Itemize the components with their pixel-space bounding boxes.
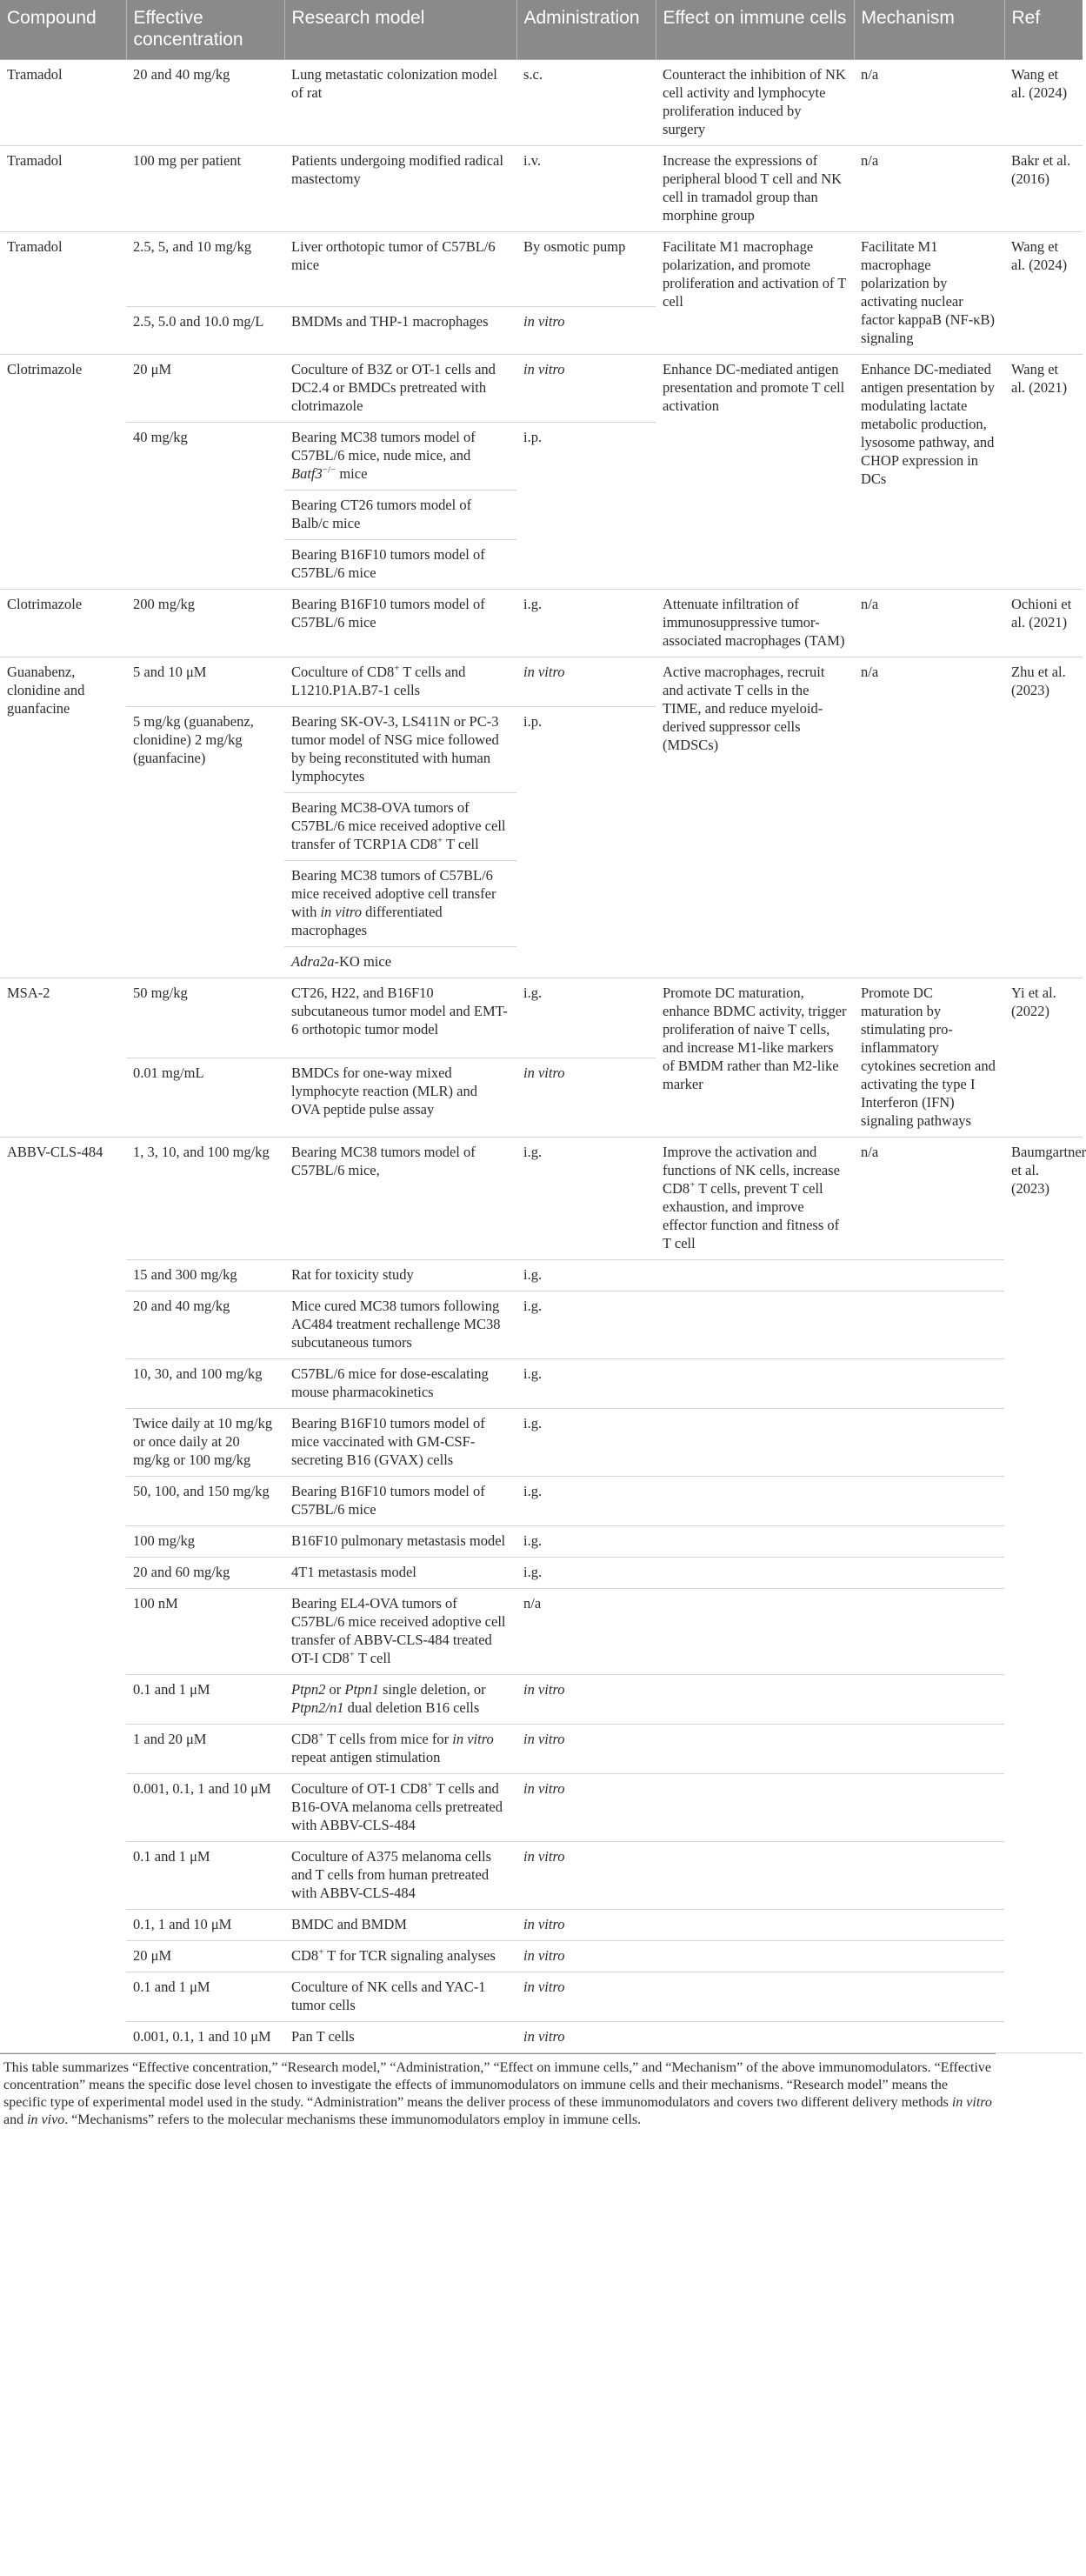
italic-text: in vitro: [523, 1947, 565, 1964]
cell-ref: [1004, 1675, 1083, 1725]
cell-ref: Bakr et al. (2016): [1004, 146, 1083, 232]
cell-administration: i.p.: [516, 707, 656, 978]
text-part: T cell: [445, 836, 479, 852]
table-row: [0, 1138, 1083, 1260]
cell-compound: [0, 1260, 126, 1291]
cell-model: Patients undergoing modified radical mastectomy: [284, 146, 516, 232]
cell-concentration: 20 and 40 mg/kg: [126, 1291, 284, 1359]
header-concentration: Effective concentration: [126, 0, 284, 60]
table-row: [0, 1725, 1083, 1774]
text-part: T cells and L1210.P1A.B7-1 cells: [291, 664, 466, 698]
cell-model: [284, 947, 516, 978]
cell-effect: Promote DC maturation, enhance BDMC activity, trigger proliferation of naive T cells, and increase M1-like markers of BMDM rather than M2-like marker: [656, 978, 854, 1138]
cell-compound: [0, 1359, 126, 1409]
cell-model: [284, 423, 516, 491]
cell-concentration: 200 mg/kg: [126, 590, 284, 657]
table-row: [0, 1558, 1083, 1589]
cell-concentration: 2.5, 5.0 and 10.0 mg/L: [126, 307, 284, 355]
cell-effect: Enhance DC-mediated antigen presentation and promote T cell activation: [656, 355, 854, 590]
cell-compound: [0, 1477, 126, 1526]
cell-ref: [1004, 1526, 1083, 1558]
cell-ref: [1004, 1910, 1083, 1941]
cell-compound: [0, 1589, 126, 1675]
header-model: Research model: [284, 0, 516, 60]
cell-concentration: 2.5, 5, and 10 mg/kg: [126, 232, 284, 307]
cell-concentration: 100 mg per patient: [126, 146, 284, 232]
cell-compound: [0, 1941, 126, 1972]
italic-text: in vitro: [523, 2028, 565, 2045]
cell-compound: Tramadol: [0, 60, 126, 146]
cell-model: Mice cured MC38 tumors following AC484 treatment rechallenge MC38 subcutaneous tumors: [284, 1291, 516, 1359]
cell-concentration: 20 μM: [126, 1941, 284, 1972]
cell-concentration: 5 and 10 μM: [126, 657, 284, 707]
cell-administration: By osmotic pump: [516, 232, 656, 307]
cell-ref: Ochioni et al. (2021): [1004, 590, 1083, 657]
cell-effect: [656, 1972, 854, 2022]
cell-effect: [656, 1941, 854, 1972]
cell-administration: i.g.: [516, 1138, 656, 1260]
cell-compound: [0, 1291, 126, 1359]
cell-effect: [656, 1842, 854, 1910]
cell-compound: [0, 2022, 126, 2053]
cell-effect: [656, 1725, 854, 1774]
cell-concentration: 10, 30, and 100 mg/kg: [126, 1359, 284, 1409]
cell-mechanism: n/a: [854, 146, 1004, 232]
cell-administration: s.c.: [516, 60, 656, 146]
cell-effect: [656, 1359, 854, 1409]
footnote-text: . “Mechanisms” refers to the molecular mechanisms these immunomodulators employ in immune cells.: [64, 2112, 642, 2127]
cell-mechanism: Facilitate M1 macrophage polarization by activating nuclear factor kappaB (NF-κB) signaling: [854, 232, 1004, 355]
text-part: repeat antigen stimulation: [291, 1749, 441, 1765]
cell-compound: [0, 1774, 126, 1842]
cell-model: Bearing CT26 tumors model of Balb/c mice: [284, 491, 516, 540]
cell-mechanism: [854, 1675, 1004, 1725]
table-footnote: [0, 2053, 996, 2136]
cell-concentration: 100 mg/kg: [126, 1526, 284, 1558]
cell-administration: [516, 355, 656, 423]
cell-effect: [656, 1774, 854, 1842]
italic-text: in vitro: [523, 1916, 565, 1932]
cell-model: [284, 1675, 516, 1725]
cell-mechanism: [854, 1558, 1004, 1589]
cell-effect: [656, 1910, 854, 1941]
cell-concentration: 50, 100, and 150 mg/kg: [126, 1477, 284, 1526]
cell-administration: [516, 1972, 656, 2022]
cell-ref: [1004, 1941, 1083, 1972]
cell-mechanism: n/a: [854, 657, 1004, 978]
header-mechanism: Mechanism: [854, 0, 1004, 60]
table-row: [0, 60, 1083, 146]
cell-model: C57BL/6 mice for dose-escalating mouse pharmacokinetics: [284, 1359, 516, 1409]
superscript: +: [690, 1179, 696, 1191]
cell-effect: Counteract the inhibition of NK cell activity and lymphocyte proliferation induced by surgery: [656, 60, 854, 146]
cell-ref: Baumgartner et al. (2023): [1004, 1138, 1083, 1260]
table-row: [0, 1910, 1083, 1941]
cell-model: BMDC and BMDM: [284, 1910, 516, 1941]
cell-model: Lung metastatic colonization model of rat: [284, 60, 516, 146]
footnote-text: This table summarizes “Effective concentration,” “Research model,” “Administration,” “Effect on immune cells,” and “Mechanism” of the above immunomodulators. “Effective concentration” means the specific dose level chosen to investigate the effects of immunomodulators on immune cells and their mechanisms. “Research model” means the specific type of experimental model used in the study. “Administration” means the deliver process of these immunomodulators and covers two different delivery methods: [3, 2060, 992, 2110]
cell-model: [284, 793, 516, 861]
cell-compound: Tramadol: [0, 232, 126, 355]
italic-text: in vitro: [523, 361, 565, 377]
table-row: [0, 1842, 1083, 1910]
cell-concentration: 0.001, 0.1, 1 and 10 μM: [126, 2022, 284, 2053]
cell-concentration: 1, 3, 10, and 100 mg/kg: [126, 1138, 284, 1260]
cell-model: [284, 861, 516, 947]
cell-concentration: 0.1 and 1 μM: [126, 1972, 284, 2022]
cell-administration: [516, 1774, 656, 1842]
cell-mechanism: [854, 1589, 1004, 1675]
text-part: Bearing MC38 tumors model of C57BL/6 mice, nude mice, and: [291, 429, 476, 464]
cell-concentration: 15 and 300 mg/kg: [126, 1260, 284, 1291]
cell-ref: [1004, 2022, 1083, 2053]
cell-mechanism: [854, 1477, 1004, 1526]
italic-text: in vitro: [320, 904, 362, 920]
cell-compound: [0, 1409, 126, 1477]
cell-mechanism: n/a: [854, 1138, 1004, 1260]
cell-ref: [1004, 1842, 1083, 1910]
cell-administration: [516, 1842, 656, 1910]
gene-name: Ptpn2: [291, 1681, 326, 1698]
cell-model: Coculture of A375 melanoma cells and T cells from human pretreated with ABBV-CLS-484: [284, 1842, 516, 1910]
superscript: +: [318, 1730, 324, 1741]
table-row: [0, 146, 1083, 232]
superscript: +: [436, 835, 443, 846]
cell-administration: i.g.: [516, 590, 656, 657]
cell-administration: [516, 1941, 656, 1972]
text-part: Improve the activation and functions of NK cells, increase CD8: [663, 1144, 840, 1197]
cell-mechanism: n/a: [854, 590, 1004, 657]
table-row: [0, 1409, 1083, 1477]
superscript: +: [394, 663, 400, 674]
cell-concentration: 0.1, 1 and 10 μM: [126, 1910, 284, 1941]
cell-model: [284, 1774, 516, 1842]
cell-compound: Tramadol: [0, 146, 126, 232]
cell-model: Bearing SK-OV-3, LS411N or PC-3 tumor model of NSG mice followed by being reconstituted with human lymphocytes: [284, 707, 516, 793]
table-row: [0, 2022, 1083, 2053]
cell-ref: [1004, 1409, 1083, 1477]
footnote-italic: in vitro: [951, 2095, 992, 2110]
cell-administration: [516, 1725, 656, 1774]
cell-mechanism: [854, 1526, 1004, 1558]
text-part: -KO mice: [334, 953, 392, 970]
cell-mechanism: Enhance DC-mediated antigen presentation by modulating lactate metabolic production, lysosome pathway, and CHOP expression in DCs: [854, 355, 1004, 590]
italic-text: in vitro: [523, 313, 565, 330]
cell-compound: [0, 1842, 126, 1910]
cell-compound: [0, 1675, 126, 1725]
header-ref: Ref: [1004, 0, 1083, 60]
text-part: mice: [339, 465, 368, 482]
cell-administration: i.p.: [516, 423, 656, 590]
table-row: [0, 355, 1083, 423]
table-row: [0, 978, 1083, 1058]
cell-mechanism: [854, 1972, 1004, 2022]
cell-administration: [516, 1058, 656, 1138]
cell-ref: [1004, 1558, 1083, 1589]
cell-effect: Active macrophages, recruit and activate T cells in the TIME, and reduce myeloid-derived suppressor cells (MDSCs): [656, 657, 854, 978]
table-row: [0, 232, 1083, 307]
text-part: T for TCR signaling analyses: [327, 1947, 496, 1964]
table-row: [0, 1359, 1083, 1409]
cell-effect: Increase the expressions of peripheral blood T cell and NK cell in tramadol group than morphine group: [656, 146, 854, 232]
italic-text: in vitro: [452, 1731, 494, 1747]
cell-model: Bearing B16F10 tumors model of C57BL/6 mice: [284, 540, 516, 590]
cell-administration: i.g.: [516, 978, 656, 1058]
cell-ref: Wang et al. (2021): [1004, 355, 1083, 590]
text-part: T cell: [357, 1650, 391, 1666]
table-row: [0, 590, 1083, 657]
cell-concentration: 1 and 20 μM: [126, 1725, 284, 1774]
cell-model: Bearing B16F10 tumors model of C57BL/6 mice: [284, 1477, 516, 1526]
header-administration: Administration: [516, 0, 656, 60]
table-row: [0, 1675, 1083, 1725]
cell-model: Coculture of B3Z or OT-1 cells and DC2.4 or BMDCs pretreated with clotrimazole: [284, 355, 516, 423]
footnote-italic: in vivo: [27, 2112, 65, 2127]
superscript: +: [349, 1649, 355, 1660]
cell-administration: i.g.: [516, 1409, 656, 1477]
cell-compound: Clotrimazole: [0, 590, 126, 657]
cell-ref: Wang et al. (2024): [1004, 60, 1083, 146]
table-row: [0, 1941, 1083, 1972]
cell-ref: [1004, 1972, 1083, 2022]
cell-compound: [0, 1558, 126, 1589]
cell-model: [284, 1725, 516, 1774]
table-row: [0, 657, 1083, 707]
cell-mechanism: [854, 1291, 1004, 1359]
cell-model: Bearing MC38 tumors model of C57BL/6 mice,: [284, 1138, 516, 1260]
italic-text: in vitro: [523, 1064, 565, 1081]
text-part: differentiated macrophages: [291, 904, 443, 938]
table-row: [0, 1972, 1083, 2022]
cell-ref: [1004, 1725, 1083, 1774]
cell-concentration: 0.01 mg/mL: [126, 1058, 284, 1138]
cell-model: 4T1 metastasis model: [284, 1558, 516, 1589]
text-part: Coculture of CD8: [291, 664, 395, 680]
superscript: +: [318, 1946, 324, 1958]
cell-model: Pan T cells: [284, 2022, 516, 2053]
cell-effect: [656, 1589, 854, 1675]
cell-mechanism: [854, 1774, 1004, 1842]
table-row: [0, 1260, 1083, 1291]
cell-effect: [656, 1409, 854, 1477]
cell-mechanism: [854, 1910, 1004, 1941]
cell-administration: i.v.: [516, 146, 656, 232]
text-part: Bearing MC38-OVA tumors of C57BL/6 mice received adoptive cell transfer of TCRP1A CD8: [291, 799, 506, 852]
cell-administration: [516, 1910, 656, 1941]
cell-administration: [516, 1675, 656, 1725]
cell-effect: [656, 1526, 854, 1558]
cell-administration: i.g.: [516, 1558, 656, 1589]
italic-text: in vitro: [523, 1780, 565, 1797]
cell-concentration: 0.001, 0.1, 1 and 10 μM: [126, 1774, 284, 1842]
cell-ref: [1004, 1291, 1083, 1359]
gene-name: Ptpn2/n1: [291, 1699, 344, 1716]
cell-effect: [656, 1260, 854, 1291]
text-part: dual deletion B16 cells: [347, 1699, 480, 1716]
gene-name: Ptpn1: [344, 1681, 379, 1698]
cell-effect: Facilitate M1 macrophage polarization, and promote proliferation and activation of T cell: [656, 232, 854, 355]
cell-administration: [516, 657, 656, 707]
cell-administration: i.g.: [516, 1291, 656, 1359]
cell-ref: [1004, 1774, 1083, 1842]
cell-mechanism: Promote DC maturation by stimulating pro-inflammatory cytokines secretion and activating the type I Interferon (IFN) signaling pathways: [854, 978, 1004, 1138]
italic-text: in vitro: [523, 1731, 565, 1747]
cell-concentration: 20 and 40 mg/kg: [126, 60, 284, 146]
cell-compound: [0, 1910, 126, 1941]
text-part: Bearing EL4-OVA tumors of C57BL/6 mice received adoptive cell transfer of ABBV-CLS-484 treated OT-I CD8: [291, 1595, 506, 1666]
table-row: [0, 1589, 1083, 1675]
text-part: CD8: [291, 1731, 319, 1747]
cell-compound: MSA-2: [0, 978, 126, 1138]
cell-mechanism: n/a: [854, 60, 1004, 146]
cell-concentration: 50 mg/kg: [126, 978, 284, 1058]
cell-mechanism: [854, 1842, 1004, 1910]
cell-mechanism: [854, 1260, 1004, 1291]
cell-administration: [516, 307, 656, 355]
cell-concentration: 5 mg/kg (guanabenz, clonidine) 2 mg/kg (guanfacine): [126, 707, 284, 978]
table-row: [0, 1526, 1083, 1558]
cell-model: [284, 657, 516, 707]
table-row: [0, 1774, 1083, 1842]
cell-effect: [656, 1138, 854, 1260]
cell-concentration: 20 and 60 mg/kg: [126, 1558, 284, 1589]
italic-text: in vitro: [523, 1681, 565, 1698]
cell-mechanism: [854, 1409, 1004, 1477]
cell-compound: [0, 1725, 126, 1774]
superscript: −/−: [322, 464, 336, 476]
text-part: or: [329, 1681, 342, 1698]
cell-concentration: 20 μM: [126, 355, 284, 423]
cell-administration: i.g.: [516, 1526, 656, 1558]
italic-text: in vitro: [523, 1979, 565, 1995]
cell-administration: i.g.: [516, 1477, 656, 1526]
cell-ref: Zhu et al. (2023): [1004, 657, 1083, 978]
cell-mechanism: [854, 2022, 1004, 2053]
cell-model: Liver orthotopic tumor of C57BL/6 mice: [284, 232, 516, 307]
cell-effect: [656, 1675, 854, 1725]
cell-mechanism: [854, 1359, 1004, 1409]
text-part: Bearing MC38 tumors of C57BL/6 mice received adoptive cell transfer with: [291, 867, 496, 920]
cell-model: Bearing B16F10 tumors model of mice vaccinated with GM-CSF-secreting B16 (GVAX) cells: [284, 1409, 516, 1477]
table-row: [0, 1291, 1083, 1359]
text-part: CD8: [291, 1947, 319, 1964]
cell-effect: [656, 1558, 854, 1589]
cell-effect: Attenuate infiltration of immunosuppressive tumor-associated macrophages (TAM): [656, 590, 854, 657]
cell-model: Coculture of NK cells and YAC-1 tumor cells: [284, 1972, 516, 2022]
cell-ref: [1004, 1359, 1083, 1409]
cell-model: Bearing B16F10 tumors model of C57BL/6 mice: [284, 590, 516, 657]
text-part: Coculture of OT-1 CD8: [291, 1780, 428, 1797]
cell-model: CT26, H22, and B16F10 subcutaneous tumor model and EMT-6 orthotopic tumor model: [284, 978, 516, 1058]
cell-model: [284, 1941, 516, 1972]
cell-ref: Yi et al. (2022): [1004, 978, 1083, 1138]
cell-compound: Guanabenz, clonidine and guanfacine: [0, 657, 126, 978]
cell-concentration: 40 mg/kg: [126, 423, 284, 590]
cell-compound: ABBV-CLS-484: [0, 1138, 126, 1260]
text-part: single deletion, or: [382, 1681, 486, 1698]
cell-model: BMDMs and THP-1 macrophages: [284, 307, 516, 355]
cell-model: [284, 1589, 516, 1675]
cell-model: Rat for toxicity study: [284, 1260, 516, 1291]
cell-administration: i.g.: [516, 1260, 656, 1291]
superscript: +: [427, 1779, 433, 1791]
footnote-text: and: [3, 2112, 24, 2127]
cell-concentration: Twice daily at 10 mg/kg or once daily at 20 mg/kg or 100 mg/kg: [126, 1409, 284, 1477]
cell-concentration: 0.1 and 1 μM: [126, 1675, 284, 1725]
cell-model: B16F10 pulmonary metastasis model: [284, 1526, 516, 1558]
cell-mechanism: [854, 1725, 1004, 1774]
cell-concentration: 0.1 and 1 μM: [126, 1842, 284, 1910]
cell-model: BMDCs for one-way mixed lymphocyte reaction (MLR) and OVA peptide pulse assay: [284, 1058, 516, 1138]
italic-text: in vitro: [523, 1848, 565, 1865]
gene-name: Adra2a: [291, 953, 335, 970]
cell-mechanism: [854, 1941, 1004, 1972]
cell-compound: Clotrimazole: [0, 355, 126, 590]
italic-text: in vitro: [523, 664, 565, 680]
cell-ref: [1004, 1477, 1083, 1526]
header-compound: Compound: [0, 0, 126, 60]
cell-effect: [656, 1291, 854, 1359]
cell-ref: Wang et al. (2024): [1004, 232, 1083, 355]
cell-administration: [516, 2022, 656, 2053]
cell-ref: [1004, 1589, 1083, 1675]
cell-compound: [0, 1972, 126, 2022]
cell-effect: [656, 1477, 854, 1526]
gene-name: Batf3: [291, 465, 323, 482]
cell-concentration: 100 nM: [126, 1589, 284, 1675]
table-row: [0, 1477, 1083, 1526]
cell-compound: [0, 1526, 126, 1558]
cell-effect: [656, 2022, 854, 2053]
cell-administration: n/a: [516, 1589, 656, 1675]
cell-administration: i.g.: [516, 1359, 656, 1409]
text-part: T cells and B16-OVA melanoma cells pretreated with ABBV-CLS-484: [291, 1780, 503, 1833]
header-effect: Effect on immune cells: [656, 0, 854, 60]
header-row: [0, 0, 1083, 60]
text-part: T cells, prevent T cell exhaustion, and improve effector function and fitness of T cell: [663, 1180, 840, 1251]
text-part: T cells from mice for: [327, 1731, 450, 1747]
cell-ref: [1004, 1260, 1083, 1291]
